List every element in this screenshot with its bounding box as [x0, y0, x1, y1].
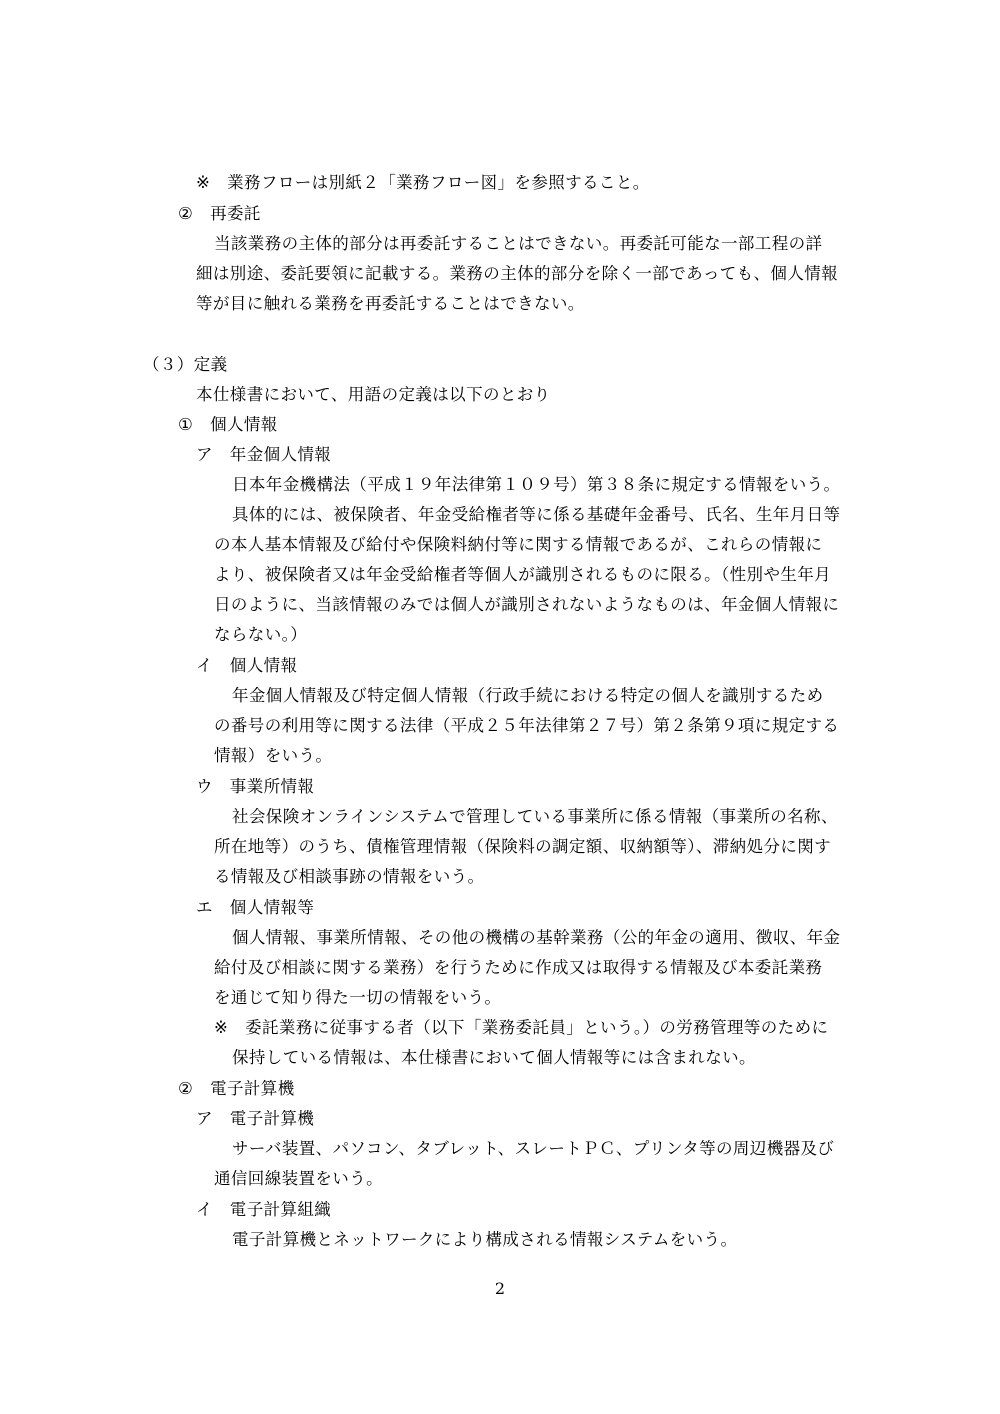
paragraph-line: 保持している情報は、本仕様書において個人情報等には含まれない。	[232, 1048, 756, 1067]
paragraph-line: 細は別途、委託要領に記載する。業務の主体的部分を除く一部であっても、個人情報	[196, 264, 839, 283]
paragraph-line: 所在地等）のうち、債権管理情報（保険料の調定額、収納額等）、滞納処分に関す	[214, 837, 832, 856]
paragraph-line: より、被保険者又は年金受給権者等個人が識別されるものに限る。（性別や生年月	[214, 565, 832, 584]
heading-personal-info: ① 個人情報	[178, 415, 278, 434]
subheading-personal-info-etc: エ 個人情報等	[196, 898, 315, 917]
paragraph-line: 情報）をいう。	[214, 746, 333, 765]
paragraph-line: ならない。）	[214, 625, 308, 644]
paragraph-line: る情報及び相談事跡の情報をいう。	[214, 867, 485, 886]
paragraph-line: を通じて知り得た一切の情報をいう。	[214, 988, 502, 1007]
paragraph-line: 日のように、当該情報のみでは個人が識別されないようなものは、年金個人情報に	[214, 595, 840, 614]
paragraph-line: の本人基本情報及び給付や保険料納付等に関する情報であるが、これらの情報に	[214, 535, 823, 554]
paragraph-line: 日本年金機構法（平成１９年法律第１０９号）第３８条に規定する情報をいう。	[232, 475, 841, 494]
subheading-pension-personal-info: ア 年金個人情報	[196, 445, 332, 464]
subheading-computer: ア 電子計算機	[196, 1109, 315, 1128]
paragraph-line: 本仕様書において、用語の定義は以下のとおり	[196, 385, 551, 404]
heading-computer: ② 電子計算機	[178, 1079, 295, 1098]
paragraph-line: 通信回線装置をいう。	[214, 1169, 383, 1188]
paragraph-line: サーバ装置、パソコン、タブレット、スレートＰＣ、プリンタ等の周辺機器及び	[232, 1139, 835, 1158]
page-number: 2	[494, 1279, 506, 1298]
paragraph-line: 年金個人情報及び特定個人情報（行政手続における特定の個人を識別するため	[232, 686, 824, 705]
paragraph-line: 電子計算機とネットワークにより構成される情報システムをいう。	[232, 1230, 738, 1249]
paragraph-line: 当該業務の主体的部分は再委託することはできない。再委託可能な一部工程の詳	[214, 234, 823, 253]
note-workflow-reference: ※ 業務フローは別紙２「業務フロー図」を参照すること。	[196, 173, 650, 192]
section-heading-definitions: （３）定義	[143, 355, 228, 374]
subheading-office-info: ウ 事業所情報	[196, 777, 315, 796]
paragraph-line: の番号の利用等に関する法律（平成２５年法律第２７号）第２条第９項に規定する	[214, 716, 840, 735]
paragraph-line: 個人情報、事業所情報、その他の機構の基幹業務（公的年金の適用、徴収、年金	[232, 928, 841, 947]
subheading-personal-info: イ 個人情報	[196, 656, 298, 675]
paragraph-line: 等が目に触れる業務を再委託することはできない。	[196, 294, 585, 313]
paragraph-line: 給付及び相談に関する業務）を行うために作成又は取得する情報及び本委託業務	[214, 958, 823, 977]
subheading-computer-organization: イ 電子計算組織	[196, 1200, 332, 1219]
paragraph-line: 具体的には、被保険者、年金受給権者等に係る基礎年金番号、氏名、生年月日等	[232, 505, 841, 524]
note-exclusion: ※ 委託業務に従事する者（以下「業務委託員」という。）の労務管理等のために	[214, 1018, 829, 1037]
paragraph-line: 社会保険オンラインシステムで管理している事業所に係る情報（事業所の名称、	[232, 807, 838, 826]
heading-subcontracting: ② 再委託	[178, 204, 261, 223]
